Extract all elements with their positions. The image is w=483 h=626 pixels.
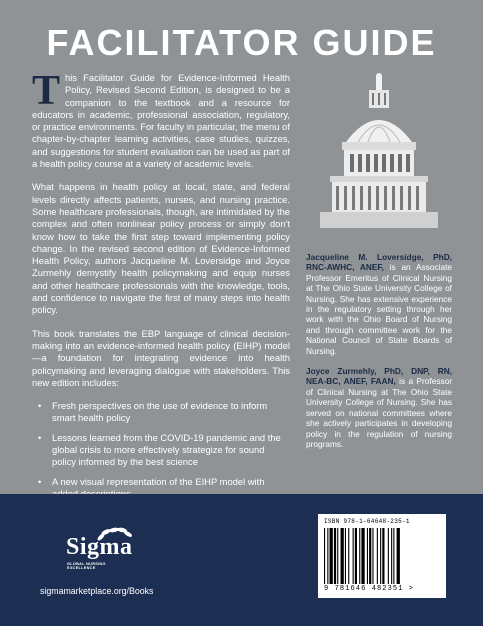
drop-cap: T bbox=[32, 68, 61, 114]
barcode-number: 9 781646 482351 > bbox=[324, 585, 415, 593]
author-description: is a Professor of Clinical Nursing at The Ohio State University College of Nursing. She has served on national committees where she actively participates in developing policy in the regulation of nursing programs. bbox=[306, 376, 452, 449]
publisher-url[interactable]: sigmamarketplace.org/Books bbox=[40, 586, 154, 596]
list-item: • A new visual representation of the EIHP model with bbox=[46, 476, 290, 501]
logo-tagline-line: EXCELLENCE bbox=[67, 566, 96, 571]
context-paragraph: What happens in health policy at local, state, and federal levels directly affects patients, nurses, and nursing practice. Some healthcare professionals, though, are intimidated by the complex and often nonlinear policy process or simply don't know how to take the first step toward implementing policy change. In the revised second edition of Evidence-Informed Health Policy, authors Jacqueline M. Loversidge and Joyce Zurmehly demystify health policymaking and equip nurses and other healthcare professionals with the knowledge, tools, and confidence to navigate the first of many steps into health policy. bbox=[32, 181, 290, 316]
logo-tagline-line: GLOBAL NURSING bbox=[67, 562, 106, 566]
capitol-dome-image bbox=[306, 72, 452, 228]
author-bio bbox=[306, 366, 452, 449]
author-name: Joyce Zurmehly, PhD, DNP, RN, NEA-BC, ANEF, FAAN, bbox=[306, 366, 452, 387]
isbn-label: ISBN 978-1-64648-235-1 bbox=[324, 518, 410, 525]
description-column bbox=[32, 68, 290, 539]
intro-text: his Facilitator Guide for Evidence-Informed Health Policy, Revised Second Edition, is designed to be a companion to the textbook and a resource for educators in academic, professional association, regulatory, or practice environments. For faculty in particular, the menu of chapter-by-chapter learning activities, case studies, quizzes, and suggestions for student evaluation can be used as part of a health policy course at a variety of academic levels. bbox=[32, 72, 290, 170]
logo-tagline bbox=[67, 562, 106, 571]
book-summary-paragraph: This book translates the EBP language of clinical decision-making into an evidence-informed health policy (EIHP) model—a foundation for integrating evidence into health policymaking and leveraging dialogue with stakeholders. This new edition includes: bbox=[32, 327, 290, 388]
author-bio bbox=[306, 252, 452, 356]
list-item: • Lessons learned from the COVID-19 pandemic and the global crisis to more effectively strategize for sound policy informed by the best science bbox=[46, 432, 290, 469]
author-name: Jacqueline M. Loversidge, PhD, RNC-AWHC, ANEF, bbox=[306, 252, 452, 273]
logo-wordmark: Sigma bbox=[66, 534, 133, 560]
author-bios bbox=[306, 252, 452, 459]
page-title: FACILITATOR GUIDE bbox=[46, 22, 437, 63]
list-item: • Fresh perspectives on the use of evidence to inform smart health policy bbox=[46, 400, 290, 425]
author-description: is an Associate Professor Emeritus of Clinical Nursing at The Ohio State University College of Nursing. She has extensive experience in the regulatory setting through her work with the Ohio Board of Nursing and through committee work for the National Council of State Boards of Nursing. bbox=[306, 262, 452, 356]
intro-paragraph bbox=[32, 68, 290, 170]
